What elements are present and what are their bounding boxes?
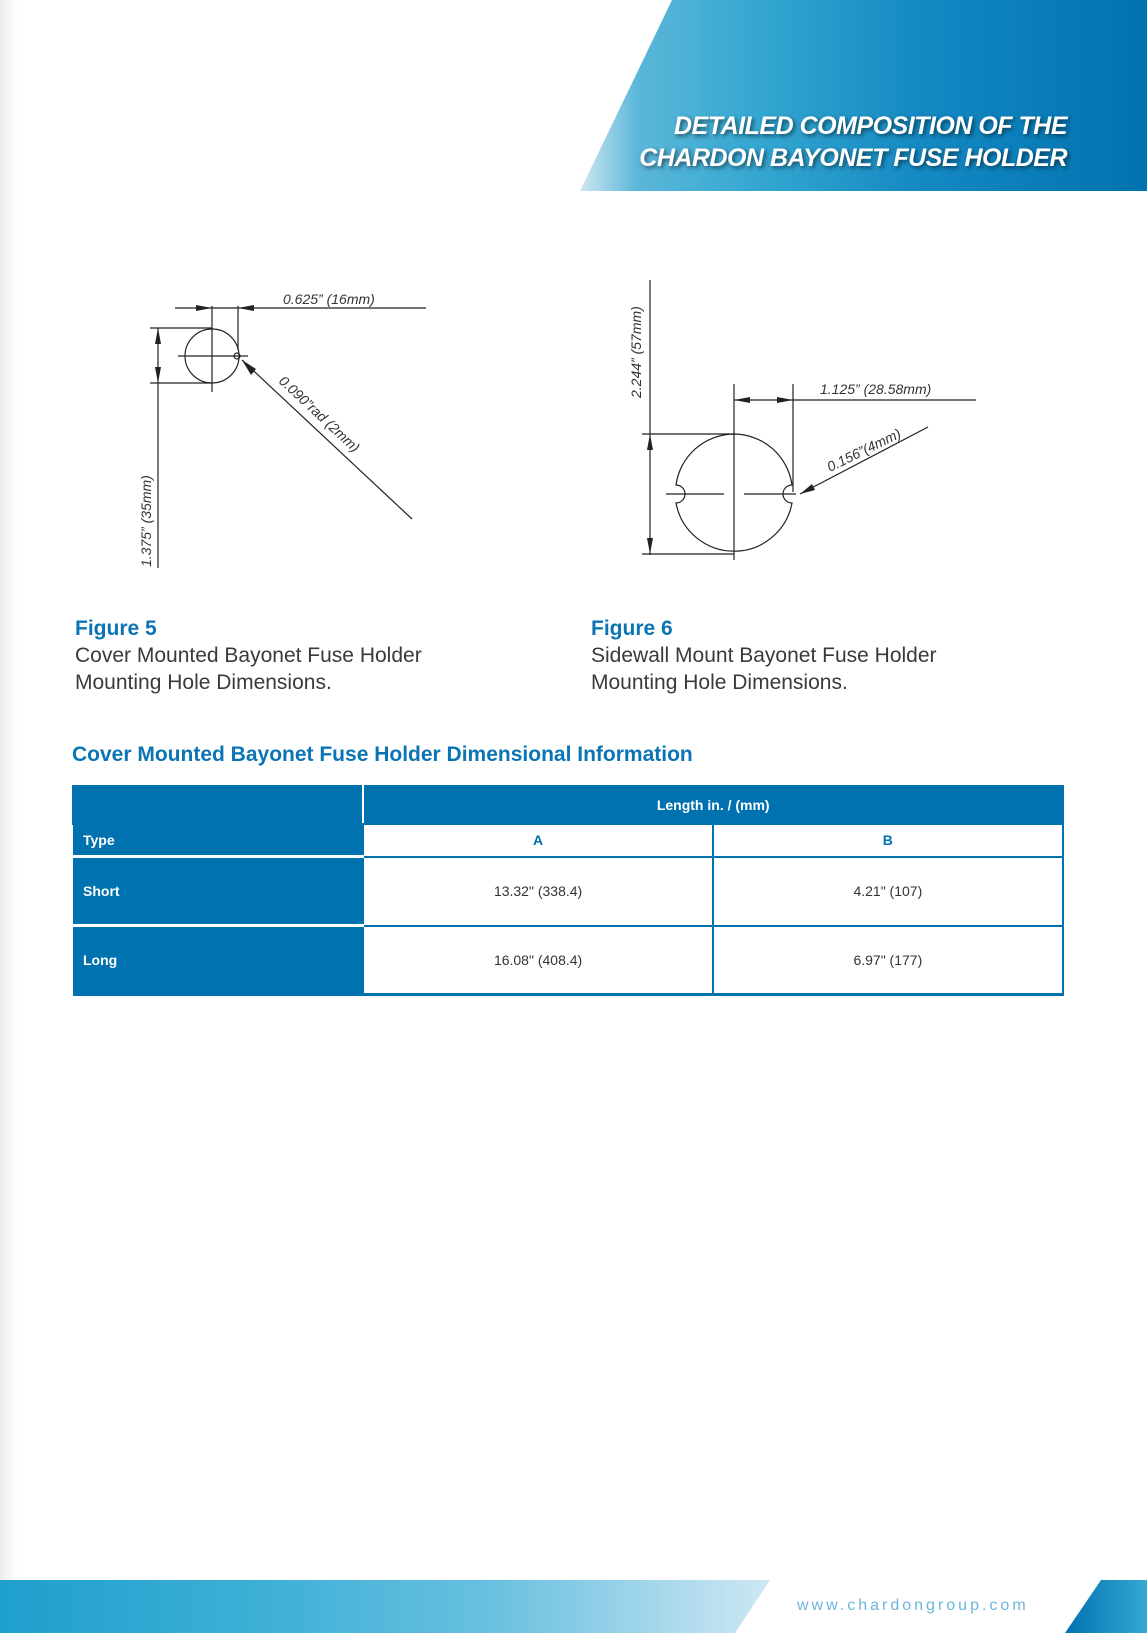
table-cell-a: 13.32" (338.4) [363, 857, 712, 926]
figure-6-label: Figure 6 [591, 617, 673, 640]
table-col-b-header: B [713, 824, 1063, 857]
figure-5-caption [75, 615, 422, 696]
fig5-leader-line [242, 360, 412, 519]
fig5-arrow-up [155, 328, 161, 344]
table-cell-b: 4.21" (107) [713, 857, 1063, 926]
table-header-row [73, 824, 1063, 857]
fig6-dim-height: 2.244” (57mm) [628, 306, 644, 398]
page-title-line-2: CHARDON BAYONET FUSE HOLDER [639, 144, 1067, 172]
table-col-a-header: A [363, 824, 712, 857]
table-row [73, 926, 1063, 995]
fig6-dim-offset: 1.125” (28.58mm) [820, 381, 932, 397]
fig5-arrow-down [155, 367, 161, 383]
fig5-arrow-left [196, 305, 212, 311]
dimensions-table [72, 785, 1064, 996]
figure-6-drawing [600, 270, 980, 570]
page-title [639, 110, 1067, 174]
figure-6-caption [591, 615, 937, 696]
fig6-arrow-up [647, 434, 653, 450]
table-row-type: Short [73, 857, 363, 926]
figure-5-label: Figure 5 [75, 617, 157, 640]
page-edge-shade [0, 0, 18, 1633]
table-corner-cell [73, 786, 363, 824]
figure-6-caption-line-1: Sidewall Mount Bayonet Fuse Holder [591, 644, 937, 667]
fig6-leader-line [800, 427, 928, 494]
fig5-dim-radius: 0.090”rad (2mm) [275, 372, 364, 456]
footer-website-link[interactable]: www.chardongroup.com [797, 1597, 1029, 1614]
figure-5-caption-line-1: Cover Mounted Bayonet Fuse Holder [75, 644, 422, 667]
fig5-dim-height: 1.375” (35mm) [138, 475, 154, 567]
fig5-dim-width: 0.625” (16mm) [283, 291, 375, 307]
footer-corner-accent [1065, 1580, 1147, 1633]
page-title-line-1: DETAILED COMPOSITION OF THE [674, 112, 1067, 140]
table-row [73, 857, 1063, 926]
table-cell-b: 6.97" (177) [713, 926, 1063, 995]
fig6-dim-notch: 0.156”(4mm) [824, 425, 904, 475]
fig6-arrow-right [777, 397, 793, 403]
footer-banner [0, 1580, 770, 1633]
fig5-arrow-right [238, 305, 254, 311]
fig6-arrow-left [734, 397, 750, 403]
figure-5-caption-line-2: Mounting Hole Dimensions. [75, 671, 332, 694]
fig5-leader-arrow [242, 360, 256, 375]
table-group-header: Length in. / (mm) [363, 786, 1063, 824]
table-group-header-row [73, 786, 1063, 824]
table-row-type: Long [73, 926, 363, 995]
fig6-leader-arrow [800, 484, 815, 494]
figure-6-caption-line-2: Mounting Hole Dimensions. [591, 671, 848, 694]
section-title: Cover Mounted Bayonet Fuse Holder Dimensional Information [72, 743, 693, 766]
figure-5-drawing [120, 280, 440, 580]
table-cell-a: 16.08" (408.4) [363, 926, 712, 995]
fig6-arrow-down [647, 538, 653, 554]
table-type-header: Type [73, 824, 363, 857]
